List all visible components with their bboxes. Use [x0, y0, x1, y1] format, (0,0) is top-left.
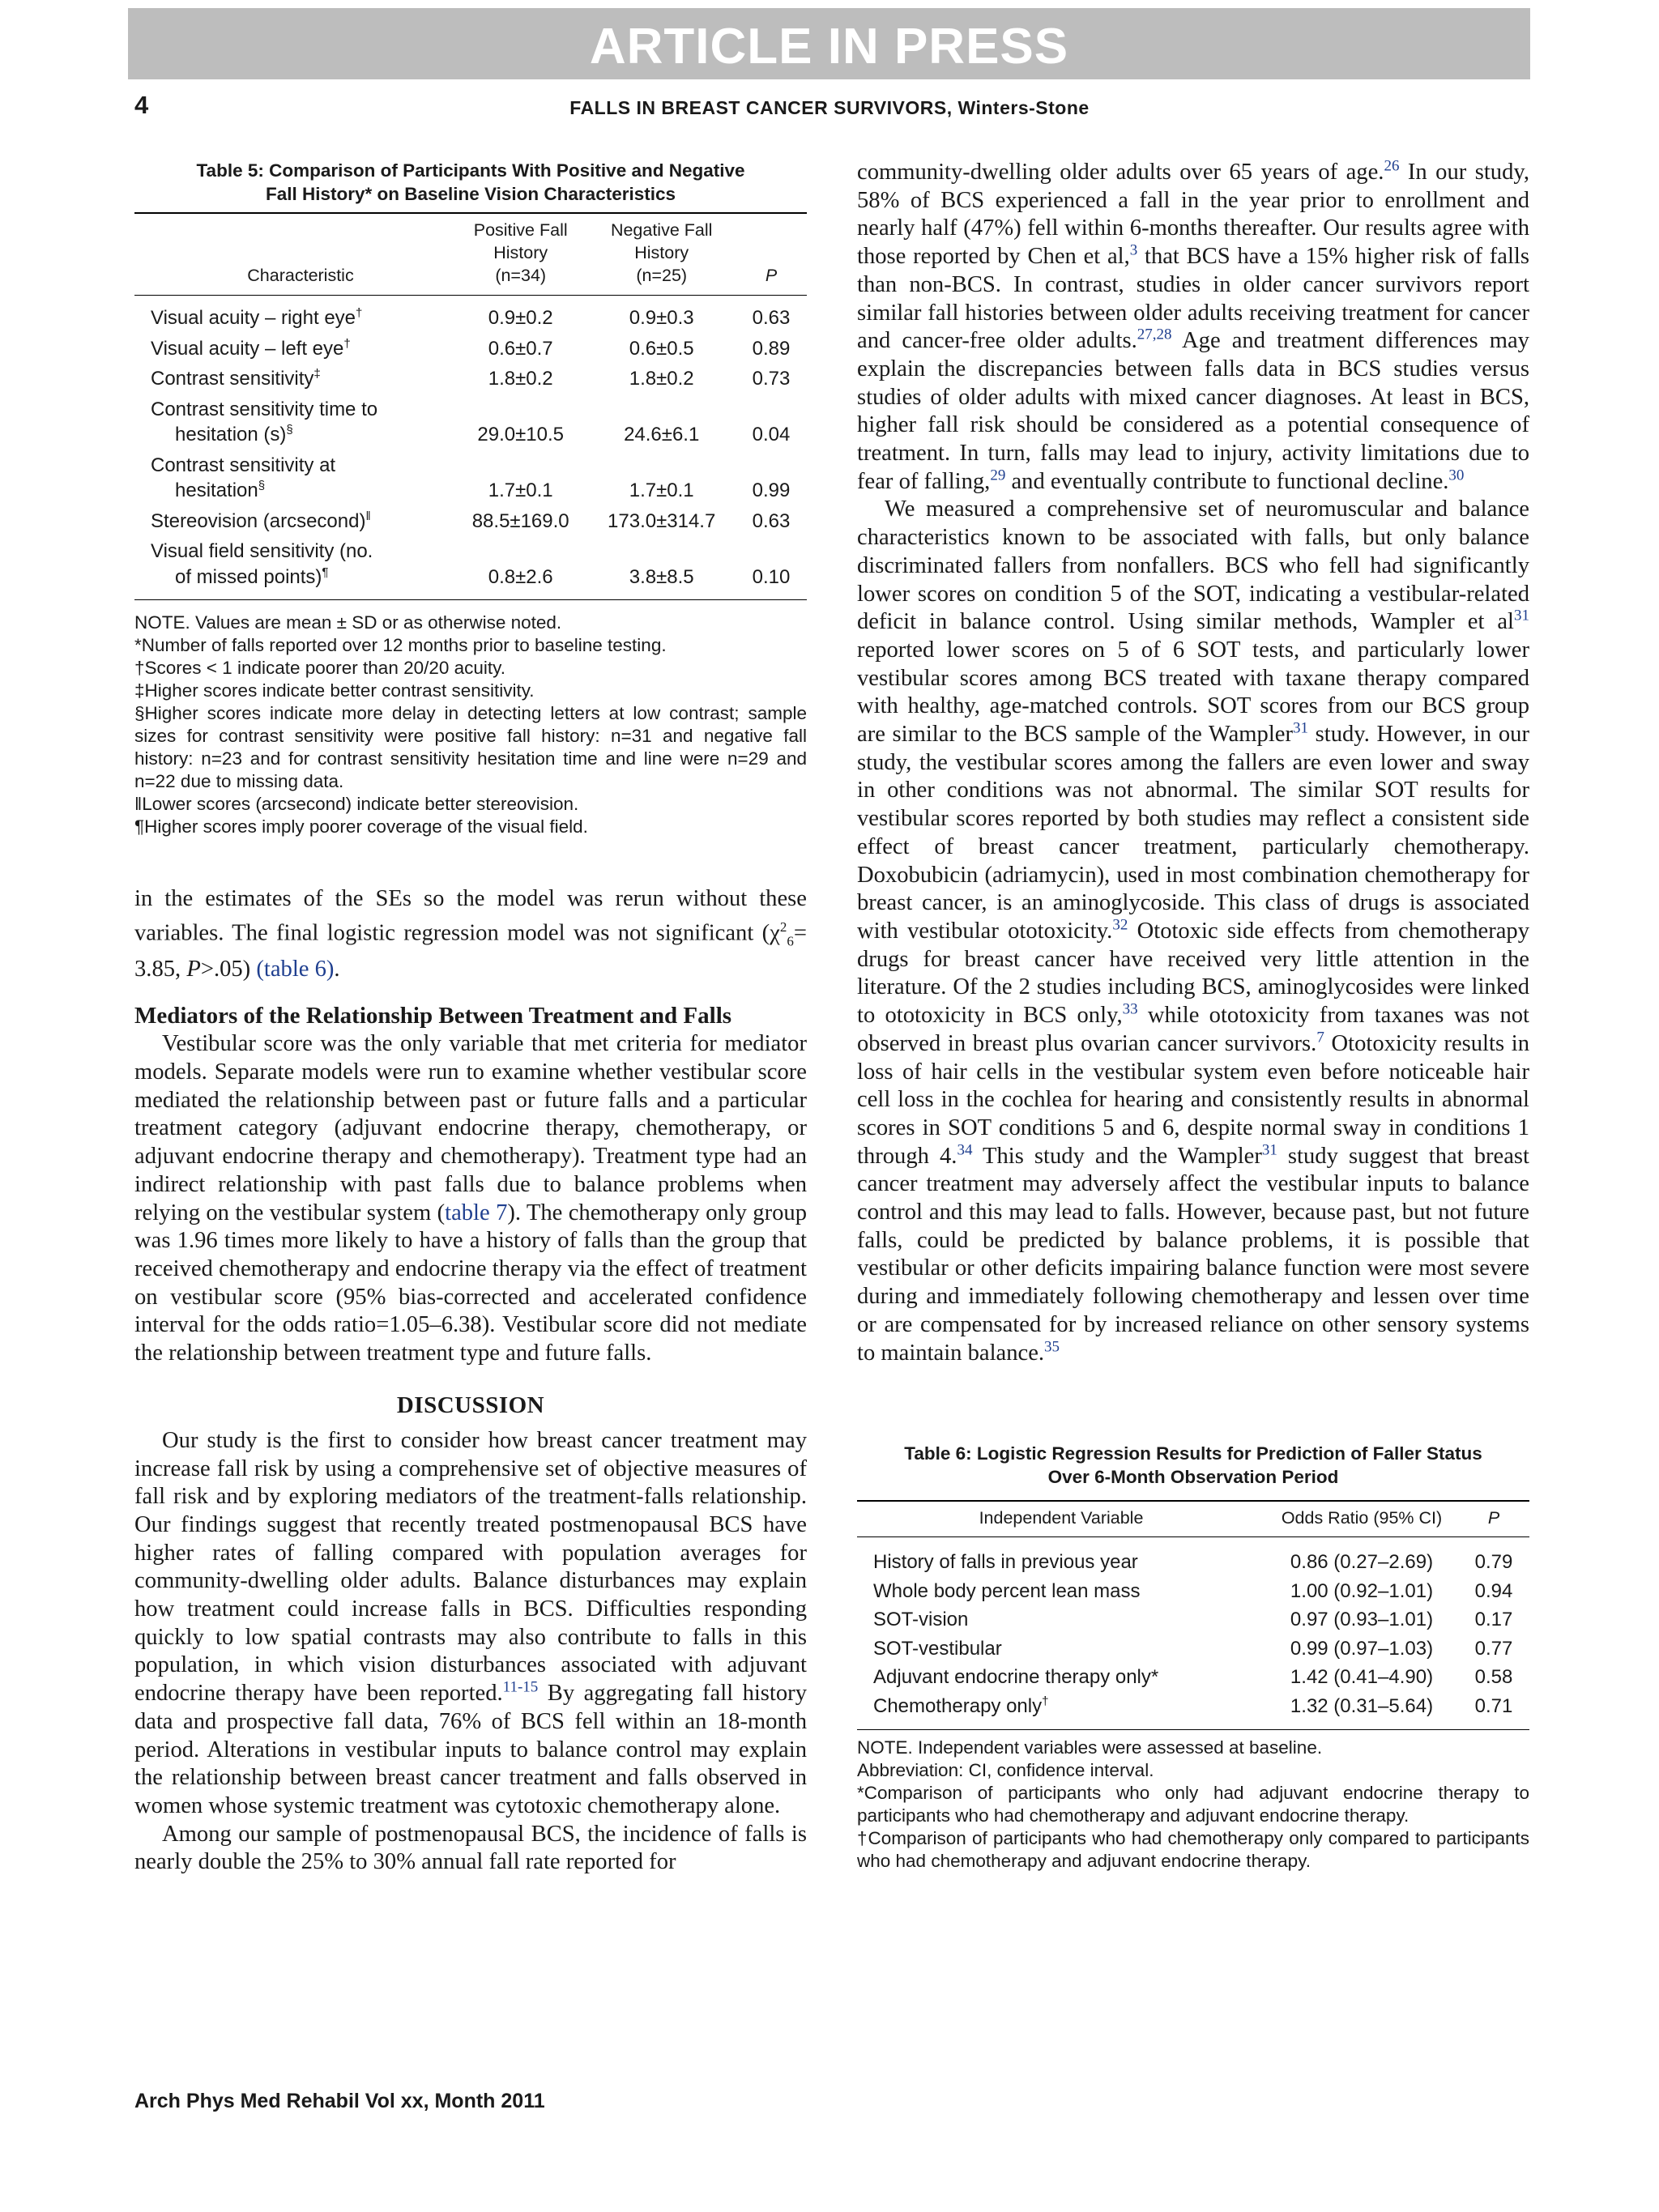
table-row: [857, 1692, 1529, 1730]
table-cell-variable: SOT-vestibular: [873, 1637, 1002, 1660]
reference-link[interactable]: 34: [957, 1141, 973, 1159]
table5-note: §Higher scores indicate more delay in detecting letters at low contrast; sample sizes for contrast sensitivity were positive fall history: n=31 and negative fall history: n=23 and for contrast sensitivity hesitation time and line were n=29 and n=22 due to missing data.: [134, 703, 807, 791]
table-cell-negative: 0.9±0.3: [629, 307, 694, 329]
table5-notes: [134, 612, 807, 838]
running-head: [0, 97, 1659, 119]
table-cell-positive: 29.0±10.5: [477, 424, 564, 445]
paragraph-mediators: Vestibular score was the only variable that met criteria for mediator models. Separate models were run to examine whether vestibular score mediated the relationship between past or future falls and a particular treatment category (adjuvant endocrine therapy, chemotherapy, or adjuvant endocrine therapy and chemotherapy). Treatment type had an indirect relationship with past falls due to balance problems when relying on the vestibular system (table 7). The chemotherapy only group was 1.96 times more likely to have a history of falls than the group that received chemotherapy and endocrine therapy via the effect of treatment on vestibular score (95% bias-corrected and accelerated confidence interval for the odds ratio=1.05–6.38). Vestibular score did not mediate the relationship between treatment type and future falls.: [134, 1031, 808, 1366]
table5: [134, 159, 807, 838]
table6-note: NOTE. Independent variables were assessed at baseline.: [857, 1737, 1323, 1758]
table6-note: *Comparison of participants who only had adjuvant endocrine therapy to participants who had chemotherapy and adjuvant endocrine therapy.: [857, 1783, 1529, 1826]
table5-note: †Scores < 1 indicate poorer than 20/20 acuity.: [134, 658, 505, 678]
table5-header-positive: Positive Fall History (n=34): [454, 213, 587, 296]
table-cell-p: 0.99: [752, 479, 791, 501]
table-row: [857, 1537, 1529, 1577]
table-cell-p: 0.71: [1474, 1694, 1513, 1717]
table-cell-label: Visual field sensitivity (no. of missed points)¶: [151, 540, 373, 588]
paragraph-right-1: community-dwelling older adults over 65 years of age.$^{26}$ In our study, 58% of BCS experienced a fall in the year prior to enrollment and nearly half (47%) fell within 6-months thereafter. Our results agree with those reported by Chen et al,$^3$ that BCS have a 15% higher risk of falls than non-BCS. In contrast, studies in older cancer survivors report similar fall histories between older adults receiving treatment for cancer and cancer-free older adults.$^{27,28}$ Age and treatment differences may explain the discrepancies between falls data in BCS studies versus studies of older adults with mixed cancer diagnoses. At least in BCS, higher fall risk should be considered as a potential consequence of treatment. In turn, falls may lead to injury, activity limitations due to fear of falling,$^{29}$ and eventually contribute to functional decline.$^{30}$: [857, 157, 1529, 494]
left-column: [134, 159, 807, 1877]
table5-caption-line1: Table 5: Comparison of Participants With Positive and Negative: [196, 160, 745, 181]
table5-header-negative: Negative Fall History (n=25): [587, 213, 736, 296]
reference-link[interactable]: 31: [1293, 719, 1308, 737]
table6-header-row: [857, 1501, 1529, 1537]
reference-link[interactable]: 11-15: [502, 1678, 539, 1696]
heading-mediators: Mediators of the Relationship Between Treatment and Falls: [134, 1003, 732, 1029]
table-row: [134, 296, 807, 334]
table-cell-p: 0.73: [752, 368, 791, 390]
table-row: [134, 334, 807, 364]
table-cell-positive: 0.9±0.2: [488, 307, 553, 329]
table-cell-positive: 1.8±0.2: [488, 368, 553, 390]
paragraph-discussion-1: Our study is the first to consider how breast cancer treatment may increase fall risk by using a comprehensive set of objective measures of fall risk and by exploring mediators of the treatment-falls relationship. Our findings suggest that recently treated postmenopausal BCS have higher rates of falling compared with population averages for community-dwelling older adults. Balance disturbances may explain how treatment could increase falls in BCS. Difficulties responding quickly to low spatial contrasts may also contribute to falls in this population, in which vision disturbances associated with adjuvant endocrine therapy have been reported.$^{11-15}$ By aggregating fall history data and prospective fall data, 76% of BCS fell within an 18-month period. Alterations in vestibular inputs to balance control may explain the relationship between breast cancer treatment and falls observed in women whose systemic treatment was cytotoxic chemotherapy alone.: [134, 1427, 807, 1818]
table-cell-variable: Chemotherapy only†: [873, 1694, 1049, 1717]
table-cell-label: Contrast sensitivity time to hesitation (s)§: [151, 398, 378, 445]
table-cell-negative: 3.8±8.5: [629, 565, 694, 588]
running-head-author: Winters-Stone: [957, 97, 1090, 118]
table5-note: ‖Lower scores (arcsecond) indicate better stereovision.: [134, 794, 579, 814]
reference-link[interactable]: 30: [1448, 467, 1465, 484]
table-cell-label: Visual acuity – left eye†: [151, 336, 351, 360]
table-row: [134, 506, 807, 537]
table6-link[interactable]: (table 6): [256, 956, 335, 982]
table6-note: †Comparison of participants who had chemotherapy only compared to participants who had chemotherapy and adjuvant endocrine therapy.: [857, 1828, 1529, 1872]
table6-notes: [857, 1737, 1529, 1873]
table5-grid: [134, 212, 807, 600]
paragraph-right-2: We measured a comprehensive set of neuromuscular and balance characteristics known to be associated with falls, but only balance discriminated fallers from nonfallers. BCS who fell had significantly lower scores on condition 5 of the SOT, indicating a vestibular-related deficit in balance control. Using similar methods, Wampler et al$^{31}$ reported lower scores on 5 of 6 SOT tests, and particularly lower vestibular scores among BCS treated with taxane therapy compared with healthy, age-matched controls. SOT scores from our BCS group are similar to the BCS sample of the Wampler$^{31}$ study. However, in our study, the vestibular scores among the fallers are even lower and sway in other conditions was not abnormal. The similar SOT results for vestibular scores reported by both studies may reflect a consistent side effect of breast cancer treatment, particularly chemotherapy. Doxobubicin (adriamycin), used in most combination chemotherapy for breast cancer, is an aminoglycoside. This class of drugs is associated with vestibular ototoxicity.$^{32}$ Ototoxic side effects from chemotherapy drugs for breast cancer have received very little attention in the literature. Of the 2 studies including BCS, aminoglycosides were linked to ototoxicity in BCS only,$^{33}$ while ototoxicity from taxanes was not observed in breast plus ovarian cancer survivors.$^7$ Ototoxicity results in loss of hair cells in the vestibular system even before noticeable hair cell loss in the cochlea for hearing and consistently results in abnormal scores in SOT conditions 5 and 6, despite normal sway in conditions 1 through 4.34 This study and the Wampler$^{31}$ study suggest that breast cancer treatment may adversely affect the vestibular inputs to balance control and this may lead to falls. However, because past, but not future falls, could be predicted by balance problems, it is possible that vestibular or other deficits impairing balance function were most severe during and immediately following chemotherapy and lessen over time or are compensated for by increased reliance on other sensory systems to maintain balance.$^{35}$: [857, 497, 1530, 1366]
right-column: [857, 159, 1529, 1873]
table6-grid: [857, 1500, 1529, 1730]
table-row: [857, 1577, 1529, 1606]
table5-caption-line2: Fall History* on Baseline Vision Characteristics: [265, 184, 676, 204]
table6-caption: [857, 1442, 1529, 1489]
table-cell-negative: 1.7±0.1: [629, 479, 694, 501]
paragraph-continued: in the estimates of the SEs so the model was rerun without these variables. The final logistic regression model was not significant ($\chi^2_6= 3.85$, P>.05) (table 6).: [134, 886, 807, 982]
table-row: [857, 1663, 1529, 1692]
table-cell-p: 0.77: [1474, 1637, 1513, 1660]
running-head-title: FALLS IN BREAST CANCER SURVIVORS,: [569, 97, 953, 118]
reference-link[interactable]: 31: [1261, 1141, 1277, 1159]
reference-link[interactable]: 32: [1112, 916, 1128, 934]
table6-caption-line1: Table 6: Logistic Regression Results for Prediction of Faller Status: [904, 1443, 1482, 1464]
table-cell-or: 1.42 (0.41–4.90): [1290, 1666, 1434, 1689]
reference-link[interactable]: 26: [1384, 157, 1400, 175]
table-cell-variable: Whole body percent lean mass: [873, 1579, 1141, 1602]
table5-note: ¶Higher scores imply poorer coverage of the visual field.: [134, 816, 588, 837]
table-cell-p: 0.58: [1474, 1666, 1513, 1689]
table-cell-label: Contrast sensitivity‡: [151, 367, 321, 390]
table-row: [857, 1634, 1529, 1664]
reference-link[interactable]: 29: [990, 467, 1006, 484]
table5-header-p: P: [736, 213, 807, 296]
table6-header-variable: Independent Variable: [857, 1501, 1265, 1537]
table-cell-negative: 0.6±0.5: [629, 337, 694, 360]
table-cell-variable: History of falls in previous year: [873, 1551, 1138, 1574]
reference-link[interactable]: 27,28: [1137, 326, 1172, 343]
table-row: [134, 536, 807, 600]
table-cell-or: 0.86 (0.27–2.69): [1290, 1551, 1434, 1574]
table6-header-or: Odds Ratio (95% CI): [1265, 1501, 1458, 1537]
table-row: [134, 394, 807, 450]
page-number: 4: [134, 91, 149, 119]
table-cell-positive: 0.8±2.6: [488, 565, 553, 588]
table5-note: ‡Higher scores indicate better contrast sensitivity.: [134, 680, 535, 701]
table-cell-label: Visual acuity – right eye†: [151, 306, 363, 329]
table-cell-positive: 1.7±0.1: [488, 479, 553, 501]
table-row: [134, 364, 807, 394]
paragraph-discussion-2: Among our sample of postmenopausal BCS, the incidence of falls is nearly double the 25% to 30% annual fall rate reported for: [134, 1821, 807, 1875]
table6-header-p: P: [1458, 1501, 1529, 1537]
table-cell-p: 0.79: [1474, 1551, 1513, 1574]
table-cell-negative: 1.8±0.2: [629, 368, 694, 390]
table5-caption: [134, 159, 807, 206]
table-cell-or: 0.97 (0.93–1.01): [1290, 1609, 1434, 1631]
reference-link[interactable]: 35: [1044, 1338, 1060, 1355]
reference-link[interactable]: 7: [1316, 1029, 1324, 1046]
table-cell-label: Contrast sensitivity at hesitation§: [151, 454, 336, 501]
journal-footer: Arch Phys Med Rehabil Vol xx, Month 2011: [134, 2090, 545, 2112]
table7-link[interactable]: table 7: [445, 1200, 508, 1225]
table-cell-variable: Adjuvant endocrine therapy only*: [873, 1666, 1159, 1689]
table-cell-positive: 88.5±169.0: [471, 509, 569, 532]
table6-caption-line2: Over 6-Month Observation Period: [1047, 1467, 1339, 1488]
table-cell-or: 0.99 (0.97–1.03): [1290, 1637, 1434, 1660]
table5-note: NOTE. Values are mean ± SD or as otherwise noted.: [134, 612, 562, 633]
table-row: [857, 1605, 1529, 1634]
table-cell-p: 0.63: [752, 307, 791, 329]
table-cell-or: 1.00 (0.92–1.01): [1290, 1579, 1434, 1602]
table-cell-label: Stereovision (arcsecond)‖: [151, 509, 371, 532]
table-cell-negative: 24.6±6.1: [624, 424, 700, 445]
table-cell-variable: SOT-vision: [873, 1609, 969, 1631]
table6-note: Abbreviation: CI, confidence interval.: [857, 1760, 1154, 1781]
table5-header-characteristic: Characteristic: [134, 213, 454, 296]
reference-link[interactable]: 33: [1122, 1000, 1138, 1018]
heading-discussion: DISCUSSION: [396, 1392, 545, 1418]
table-cell-p: 0.17: [1474, 1609, 1513, 1631]
table-cell-p: 0.63: [752, 509, 791, 532]
table-cell-p: 0.94: [1474, 1579, 1513, 1602]
table-cell-p: 0.89: [752, 337, 791, 360]
table-cell-or: 1.32 (0.31–5.64): [1290, 1694, 1434, 1717]
table-cell-p: 0.10: [752, 565, 791, 588]
table-cell-negative: 173.0±314.7: [608, 509, 716, 532]
table6: [857, 1442, 1529, 1873]
article-in-press-banner: ARTICLE IN PRESS: [128, 8, 1530, 79]
table-row: [134, 450, 807, 506]
reference-link[interactable]: 31: [1514, 607, 1529, 624]
table-cell-positive: 0.6±0.7: [488, 337, 553, 360]
table5-note: *Number of falls reported over 12 months prior to baseline testing.: [134, 635, 667, 655]
reference-link[interactable]: 3: [1129, 241, 1138, 259]
table5-header-row: [134, 213, 807, 296]
table-cell-p: 0.04: [752, 424, 791, 445]
